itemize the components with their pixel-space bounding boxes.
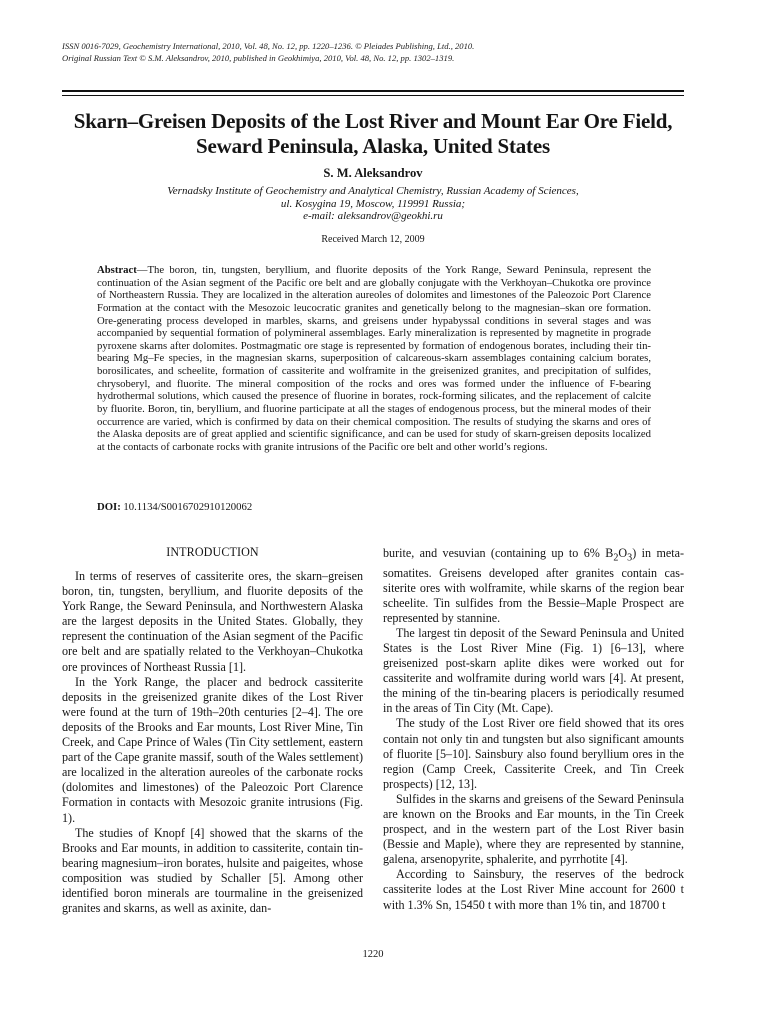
text-run: O bbox=[618, 546, 628, 560]
subscript: 2 bbox=[613, 552, 619, 564]
header-rule-thick bbox=[62, 90, 684, 92]
abstract-label: Abstract bbox=[97, 264, 137, 276]
paragraph: In the York Range, the placer and bedrock cassiterite deposits in the greisenized granite dikes of the Lost River were found at the turn of 19th–20th centuries [2–4]. The ore deposits of the Brooks and Ear mounts, Lost River Mine, Tin Creek, and Cape Prince of Wales (Tin City settlement, eastern part of the Cape granite massif, south of the Wales settlement) are localized in the alteration aureoles of the carbonate rocks (dolomites and limestones) of the Paleozoic Port Clarence Formation in contacts with Mesozoic granite intrusions (Fig. 1). bbox=[62, 674, 363, 825]
affiliation-line-2: ul. Kosygina 19, Moscow, 119991 Russia; bbox=[280, 197, 466, 210]
journal-citation-header bbox=[62, 40, 702, 64]
paragraph: The study of the Lost River ore field showed that its ores contain not only tin and tungsten but also significant amounts of fluorite [5–10]. Sainsbury also found beryllium ores in the region (Camp Creek, Cassiterite Creek, and Tin Creek prospects) [12, 13]. bbox=[383, 716, 684, 791]
doi-label: DOI: bbox=[97, 501, 121, 513]
title-line-1: Skarn–Greisen Deposits of the Lost River and Mount Ear Ore Field, bbox=[73, 109, 673, 133]
paragraph-continued bbox=[383, 546, 684, 626]
affiliation-email: e-mail: aleksandrov@geokhi.ru bbox=[303, 210, 443, 222]
paragraph: Sulfides in the skarns and greisens of the Seward Peninsula are known on the Brooks and Ear mounts, in the Tin Creek prospect, and in the western part of the Lost River basin (Bessie and Maple), where they are represented by stannine, galena, arsenopyrite, sphalerite, and pyrrhotite [4]. bbox=[383, 791, 684, 867]
body-column-right bbox=[383, 546, 684, 913]
doi-value: 10.1134/S0016702910120062 bbox=[120, 501, 253, 513]
abstract-text: —The boron, tin, tungsten, beryllium, and fluorite deposits of the York Range, Seward Peninsula, represent the continuation of the Asian segment of the Pacific ore belt and are globally conjugate with the Verkhoyan–Chukotka ore province of Northeastern Russia. They are localized in the alteration aureoles of dolomites and limestones of the Paleozoic Port Clarence Formation at the contact with the Mesozoic leucocratic granites and genetically belong to the magnesian–skan ore formation. Ore-generating process developed in marbles, skarns, and greisens under hypabyssal conditions in several stages and was accompanied by sequential formation of polymineral assemblages. Early mineralization is represented by magnetite in prograde pyroxene skarns after dolomites. Postmagmatic ore stage is represented by formation of endogenous borates, including their tin-bearing Mg–Fe species, in the magnesian skarns, superposition of calcareous-skarn assemblages containing calcium borates, borosilicates, and scheelite, formation of cassiterite and wolframite in the greisenized granites, and precipitation of sulfides, chrysoberyl, and fluorite. The mineral composition of the rocks and ores was formed under the influence of F-bearing hydrothermal solutions, which caused the presence of fluorine in borates, rock-forming silicates, and the replacement of calcite by fluorite. Boron, tin, beryllium, and fluorine participate at all the stages of endogenous process, but the mineral modes of their occurrence are varied, which is confirmed by data on their chemical composition. The results of studying the skarns and ores of the Alaska deposits are of great applied and scientific significance, and can be used for study of skarn-greisen deposits localized at the contacts of carbonate rocks with granite intrusions of the Pacific ore belt and other world’s regions. bbox=[97, 264, 651, 453]
section-heading-introduction: INTRODUCTION bbox=[166, 545, 259, 559]
article-title bbox=[62, 109, 684, 159]
text-run: burite, and vesuvian (containing up to 6% B bbox=[383, 546, 614, 560]
received-date: Received March 12, 2009 bbox=[321, 234, 425, 245]
paragraph: In terms of reserves of cassiterite ores, the skarn–greisen boron, tin, tungsten, beryllium, and fluorite deposits of the York Range, the Seward Peninsula, and Northwestern Alaska are the largest deposits in the United States. Globally, they represent the continuation of the Asian segment of the Pacific ore belt and are spatially related to the Verkhoyan–Chukotka ore provinces of Northeast Russia [1]. bbox=[62, 569, 363, 674]
affiliation-line-1: Vernadsky Institute of Geochemistry and Analytical Chemistry, Russian Academy of Sciences, bbox=[167, 185, 579, 197]
body-column-left bbox=[62, 545, 363, 916]
header-rule-thin bbox=[62, 95, 684, 96]
text-run: ) in metasomatites. Greisens developed after granites contain cassiterite ores with wolframite, while skarns of the region bear scheelite. Tin sulfides from the Bessie–Maple Prospect are represented by stannine. bbox=[383, 546, 685, 625]
doi-line bbox=[97, 501, 651, 514]
title-line-2: Seward Peninsula, Alaska, United States bbox=[196, 134, 550, 158]
paragraph: According to Sainsbury, the reserves of the bedrock cassiterite lodes at the Lost River Mine account for 2600 t with 1.3% Sn, 15450 t with more than 1% tin, and 18700 t bbox=[383, 867, 684, 912]
original-text-line: Original Russian Text © S.M. Aleksandrov, 2010, published in Geokhimiya, 2010, Vol. 48, No. 12, pp. 1302–1319. bbox=[62, 53, 455, 63]
paragraph: The largest tin deposit of the Seward Peninsula and United States is the Lost River Mine (Fig. 1) [6–13], where greisenized post-skarn aplite dikes were worked out for cassiterite and wolframite during world wars [4]. At present, the mining of the tin-bearing placers is periodically resumed in the areas of Tin City (Mt. Cape). bbox=[383, 625, 684, 716]
abstract bbox=[97, 264, 651, 453]
citation-line: ISSN 0016-7029, Geochemistry International, 2010, Vol. 48, No. 12, pp. 1220–1236. © Pleiades Publishing, Ltd., 2010. bbox=[62, 41, 475, 51]
page-number: 1220 bbox=[362, 949, 384, 960]
author-name: S. M. Aleksandrov bbox=[323, 166, 423, 180]
author-affiliation bbox=[62, 185, 684, 223]
paragraph: The studies of Knopf [4] showed that the skarns of the Brooks and Ear mounts, in addition to cassiterite, contain tin-bearing magnesium–iron borates, hulsite and paigeites, whose composition was studied by Schaller [5]. Among other identified boron minerals are tourmaline in the greisenized granites and skarns, as well as axinite, dan- bbox=[62, 825, 363, 916]
subscript: 3 bbox=[627, 552, 633, 564]
